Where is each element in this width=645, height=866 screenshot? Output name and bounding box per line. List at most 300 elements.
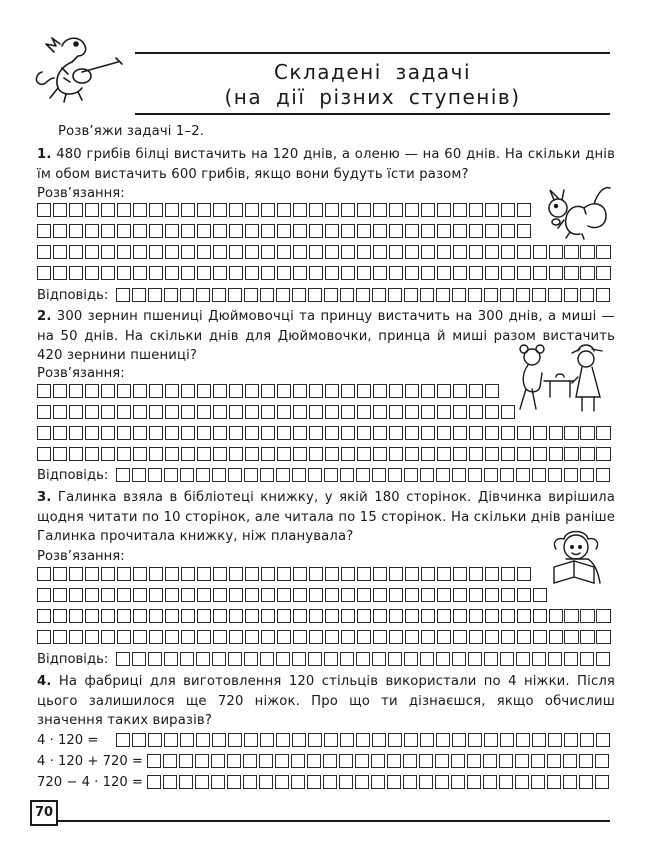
grid-cell[interactable] [469, 203, 483, 217]
grid-cell[interactable] [388, 652, 402, 666]
grid-cell[interactable] [196, 652, 210, 666]
grid-cell[interactable] [180, 468, 194, 482]
grid-cell[interactable] [324, 468, 338, 482]
grid-cell[interactable] [373, 224, 387, 238]
grid-cell[interactable] [260, 288, 274, 302]
grid-cell[interactable] [596, 733, 610, 747]
grid-cell[interactable] [165, 266, 179, 280]
grid-cell[interactable] [341, 447, 355, 461]
grid-cell[interactable] [181, 203, 195, 217]
grid-cell[interactable] [421, 426, 435, 440]
grid-cell[interactable] [165, 609, 179, 623]
grid-cell[interactable] [596, 609, 610, 623]
grid-cell[interactable] [181, 630, 195, 644]
grid-cell[interactable] [339, 775, 353, 789]
grid-cell[interactable] [324, 652, 338, 666]
grid-cell[interactable] [325, 426, 339, 440]
grid-cell[interactable] [453, 588, 467, 602]
grid-cell[interactable] [373, 203, 387, 217]
grid-cell[interactable] [469, 266, 483, 280]
grid-cell[interactable] [228, 733, 242, 747]
grid-cell[interactable] [596, 266, 610, 280]
grid-cell[interactable] [596, 288, 610, 302]
grid-cell[interactable] [341, 609, 355, 623]
grid-cell[interactable] [405, 588, 419, 602]
grid-cell[interactable] [452, 468, 466, 482]
grid-cell[interactable] [245, 609, 259, 623]
grid-cell[interactable] [37, 203, 51, 217]
grid-cell[interactable] [101, 405, 115, 419]
grid-cell[interactable] [405, 245, 419, 259]
grid-cell[interactable] [293, 447, 307, 461]
grid-cell[interactable] [421, 405, 435, 419]
grid-cell[interactable] [564, 426, 578, 440]
grid-cell[interactable] [467, 775, 481, 789]
grid-cell[interactable] [403, 754, 417, 768]
grid-cell[interactable] [404, 288, 418, 302]
grid-cell[interactable] [291, 754, 305, 768]
grid-cell[interactable] [277, 203, 291, 217]
grid-cell[interactable] [277, 266, 291, 280]
grid-cell[interactable] [85, 567, 99, 581]
grid-cell[interactable] [564, 609, 578, 623]
grid-cell[interactable] [389, 426, 403, 440]
grid-cell[interactable] [452, 733, 466, 747]
grid-cell[interactable] [484, 288, 498, 302]
grid-cell[interactable] [469, 245, 483, 259]
grid-cell[interactable] [212, 733, 226, 747]
grid-cell[interactable] [261, 426, 275, 440]
grid-cell[interactable] [373, 609, 387, 623]
grid-cell[interactable] [309, 405, 323, 419]
grid-cell[interactable] [564, 447, 578, 461]
grid-cell[interactable] [548, 468, 562, 482]
grid-cell[interactable] [485, 224, 499, 238]
grid-cell[interactable] [469, 630, 483, 644]
grid-cell[interactable] [37, 609, 51, 623]
grid-cell[interactable] [291, 775, 305, 789]
grid-cell[interactable] [149, 447, 163, 461]
grid-cell[interactable] [149, 630, 163, 644]
grid-cell[interactable] [229, 609, 243, 623]
grid-cell[interactable] [293, 384, 307, 398]
grid-cell[interactable] [453, 447, 467, 461]
grid-cell[interactable] [277, 384, 291, 398]
grid-cell[interactable] [181, 245, 195, 259]
grid-cell[interactable] [85, 447, 99, 461]
grid-cell[interactable] [453, 266, 467, 280]
grid-cell[interactable] [548, 652, 562, 666]
grid-cell[interactable] [340, 652, 354, 666]
grid-cell[interactable] [421, 567, 435, 581]
grid-cell[interactable] [245, 447, 259, 461]
grid-cell[interactable] [499, 754, 513, 768]
grid-cell[interactable] [341, 588, 355, 602]
grid-cell[interactable] [341, 245, 355, 259]
grid-cell[interactable] [69, 609, 83, 623]
grid-cell[interactable] [229, 426, 243, 440]
grid-cell[interactable] [179, 775, 193, 789]
grid-cell[interactable] [309, 203, 323, 217]
grid-cell[interactable] [292, 652, 306, 666]
grid-cell[interactable] [69, 245, 83, 259]
grid-cell[interactable] [419, 775, 433, 789]
grid-cell[interactable] [405, 384, 419, 398]
grid-cell[interactable] [500, 288, 514, 302]
grid-cell[interactable] [292, 468, 306, 482]
grid-cell[interactable] [435, 754, 449, 768]
grid-cell[interactable] [501, 630, 515, 644]
grid-cell[interactable] [355, 754, 369, 768]
grid-cell[interactable] [149, 224, 163, 238]
grid-cell[interactable] [389, 245, 403, 259]
grid-cell[interactable] [293, 266, 307, 280]
grid-cell[interactable] [372, 288, 386, 302]
grid-cell[interactable] [405, 567, 419, 581]
grid-cell[interactable] [213, 588, 227, 602]
answer-grid[interactable] [116, 288, 612, 302]
grid-cell[interactable] [293, 245, 307, 259]
grid-cell[interactable] [147, 775, 161, 789]
grid-cell[interactable] [388, 733, 402, 747]
grid-cell[interactable] [37, 588, 51, 602]
grid-cell[interactable] [325, 224, 339, 238]
grid-cell[interactable] [533, 426, 547, 440]
grid-cell[interactable] [116, 468, 130, 482]
grid-cell[interactable] [53, 447, 67, 461]
grid-cell[interactable] [547, 754, 561, 768]
grid-cell[interactable] [517, 588, 531, 602]
grid-cell[interactable] [421, 266, 435, 280]
grid-cell[interactable] [181, 224, 195, 238]
grid-cell[interactable] [149, 588, 163, 602]
grid-cell[interactable] [37, 447, 51, 461]
grid-cell[interactable] [197, 405, 211, 419]
grid-cell[interactable] [69, 405, 83, 419]
grid-cell[interactable] [501, 245, 515, 259]
grid-cell[interactable] [421, 224, 435, 238]
grid-cell[interactable] [245, 203, 259, 217]
grid-cell[interactable] [261, 567, 275, 581]
grid-cell[interactable] [196, 733, 210, 747]
grid-cell[interactable] [373, 245, 387, 259]
grid-cell[interactable] [101, 245, 115, 259]
grid-cell[interactable] [533, 447, 547, 461]
grid-cell[interactable] [132, 288, 146, 302]
grid-cell[interactable] [85, 405, 99, 419]
grid-cell[interactable] [356, 733, 370, 747]
grid-cell[interactable] [532, 733, 546, 747]
grid-cell[interactable] [276, 652, 290, 666]
grid-cell[interactable] [244, 468, 258, 482]
grid-cell[interactable] [228, 652, 242, 666]
grid-cell[interactable] [357, 405, 371, 419]
grid-cell[interactable] [277, 405, 291, 419]
grid-cell[interactable] [101, 266, 115, 280]
grid-cell[interactable] [437, 224, 451, 238]
grid-cell[interactable] [308, 733, 322, 747]
grid-cell[interactable] [293, 588, 307, 602]
grid-cell[interactable] [517, 224, 531, 238]
grid-cell[interactable] [405, 630, 419, 644]
grid-cell[interactable] [485, 384, 499, 398]
grid-cell[interactable] [373, 447, 387, 461]
grid-cell[interactable] [453, 203, 467, 217]
grid-cell[interactable] [500, 652, 514, 666]
grid-cell[interactable] [165, 245, 179, 259]
grid-cell[interactable] [500, 468, 514, 482]
grid-cell[interactable] [405, 405, 419, 419]
grid-cell[interactable] [564, 468, 578, 482]
grid-cell[interactable] [595, 754, 609, 768]
grid-cell[interactable] [517, 245, 531, 259]
grid-cell[interactable] [213, 447, 227, 461]
grid-cell[interactable] [69, 203, 83, 217]
grid-cell[interactable] [293, 224, 307, 238]
grid-cell[interactable] [372, 652, 386, 666]
grid-cell[interactable] [580, 447, 594, 461]
grid-cell[interactable] [388, 288, 402, 302]
grid-cell[interactable] [341, 203, 355, 217]
grid-cell[interactable] [596, 245, 610, 259]
grid-cell[interactable] [292, 288, 306, 302]
grid-cell[interactable] [357, 203, 371, 217]
grid-cell[interactable] [163, 775, 177, 789]
grid-cell[interactable] [579, 754, 593, 768]
grid-cell[interactable] [355, 775, 369, 789]
grid-cell[interactable] [389, 405, 403, 419]
grid-cell[interactable] [389, 203, 403, 217]
grid-cell[interactable] [437, 405, 451, 419]
grid-cell[interactable] [309, 266, 323, 280]
grid-cell[interactable] [117, 609, 131, 623]
grid-cell[interactable] [389, 588, 403, 602]
grid-cell[interactable] [212, 468, 226, 482]
grid-cell[interactable] [357, 266, 371, 280]
grid-cell[interactable] [564, 288, 578, 302]
grid-cell[interactable] [260, 468, 274, 482]
grid-cell[interactable] [228, 288, 242, 302]
grid-cell[interactable] [421, 588, 435, 602]
grid-cell[interactable] [563, 775, 577, 789]
grid-cell[interactable] [357, 447, 371, 461]
grid-cell[interactable] [468, 288, 482, 302]
grid-cell[interactable] [245, 426, 259, 440]
grid-cell[interactable] [101, 384, 115, 398]
grid-cell[interactable] [371, 754, 385, 768]
grid-cell[interactable] [357, 426, 371, 440]
grid-cell[interactable] [564, 245, 578, 259]
grid-cell[interactable] [387, 775, 401, 789]
grid-cell[interactable] [564, 733, 578, 747]
grid-cell[interactable] [341, 567, 355, 581]
grid-cell[interactable] [149, 405, 163, 419]
grid-cell[interactable] [133, 384, 147, 398]
grid-cell[interactable] [469, 224, 483, 238]
grid-cell[interactable] [85, 266, 99, 280]
grid-cell[interactable] [53, 609, 67, 623]
grid-cell[interactable] [580, 733, 594, 747]
grid-cell[interactable] [116, 652, 130, 666]
grid-cell[interactable] [357, 609, 371, 623]
grid-cell[interactable] [373, 426, 387, 440]
grid-cell[interactable] [197, 588, 211, 602]
grid-cell[interactable] [37, 245, 51, 259]
grid-cell[interactable] [243, 754, 257, 768]
grid-cell[interactable] [180, 733, 194, 747]
grid-cell[interactable] [357, 630, 371, 644]
grid-cell[interactable] [516, 288, 530, 302]
grid-cell[interactable] [309, 245, 323, 259]
grid-cell[interactable] [469, 384, 483, 398]
grid-cell[interactable] [373, 405, 387, 419]
grid-cell[interactable] [261, 630, 275, 644]
grid-cell[interactable] [372, 468, 386, 482]
grid-cell[interactable] [485, 266, 499, 280]
grid-cell[interactable] [340, 733, 354, 747]
grid-cell[interactable] [101, 203, 115, 217]
grid-cell[interactable] [245, 630, 259, 644]
grid-cell[interactable] [259, 775, 273, 789]
grid-cell[interactable] [484, 652, 498, 666]
grid-cell[interactable] [453, 567, 467, 581]
grid-cell[interactable] [211, 754, 225, 768]
grid-cell[interactable] [53, 224, 67, 238]
grid-cell[interactable] [245, 266, 259, 280]
expression-grid[interactable] [147, 754, 611, 768]
grid-cell[interactable] [340, 468, 354, 482]
grid-cell[interactable] [469, 609, 483, 623]
grid-cell[interactable] [357, 245, 371, 259]
grid-cell[interactable] [469, 567, 483, 581]
grid-cell[interactable] [277, 609, 291, 623]
grid-cell[interactable] [229, 245, 243, 259]
grid-cell[interactable] [469, 588, 483, 602]
grid-cell[interactable] [533, 245, 547, 259]
grid-cell[interactable] [436, 288, 450, 302]
grid-cell[interactable] [341, 266, 355, 280]
grid-cell[interactable] [563, 754, 577, 768]
grid-cell[interactable] [501, 447, 515, 461]
grid-cell[interactable] [500, 733, 514, 747]
grid-cell[interactable] [388, 468, 402, 482]
grid-cell[interactable] [580, 652, 594, 666]
grid-cell[interactable] [133, 426, 147, 440]
grid-cell[interactable] [357, 384, 371, 398]
grid-cell[interactable] [532, 468, 546, 482]
grid-cell[interactable] [595, 775, 609, 789]
grid-cell[interactable] [53, 567, 67, 581]
grid-cell[interactable] [341, 224, 355, 238]
grid-cell[interactable] [324, 733, 338, 747]
grid-cell[interactable] [133, 245, 147, 259]
grid-cell[interactable] [533, 588, 547, 602]
grid-cell[interactable] [309, 567, 323, 581]
grid-cell[interactable] [245, 405, 259, 419]
grid-cell[interactable] [451, 775, 465, 789]
grid-cell[interactable] [373, 567, 387, 581]
grid-cell[interactable] [403, 775, 417, 789]
grid-cell[interactable] [197, 224, 211, 238]
grid-cell[interactable] [181, 588, 195, 602]
grid-cell[interactable] [341, 426, 355, 440]
grid-cell[interactable] [229, 266, 243, 280]
grid-cell[interactable] [229, 405, 243, 419]
grid-cell[interactable] [197, 609, 211, 623]
grid-cell[interactable] [181, 609, 195, 623]
grid-cell[interactable] [260, 733, 274, 747]
grid-cell[interactable] [213, 567, 227, 581]
grid-cell[interactable] [404, 733, 418, 747]
grid-cell[interactable] [117, 426, 131, 440]
grid-cell[interactable] [229, 203, 243, 217]
grid-cell[interactable] [517, 203, 531, 217]
grid-cell[interactable] [485, 630, 499, 644]
grid-cell[interactable] [53, 266, 67, 280]
grid-cell[interactable] [164, 288, 178, 302]
grid-cell[interactable] [101, 426, 115, 440]
grid-cell[interactable] [149, 203, 163, 217]
grid-cell[interactable] [277, 567, 291, 581]
grid-cell[interactable] [197, 245, 211, 259]
grid-cell[interactable] [325, 567, 339, 581]
grid-cell[interactable] [293, 203, 307, 217]
grid-cell[interactable] [420, 733, 434, 747]
grid-cell[interactable] [165, 384, 179, 398]
grid-cell[interactable] [213, 426, 227, 440]
grid-cell[interactable] [549, 426, 563, 440]
grid-cell[interactable] [549, 266, 563, 280]
grid-cell[interactable] [37, 630, 51, 644]
grid-cell[interactable] [148, 733, 162, 747]
answer-grid[interactable] [116, 468, 612, 482]
grid-cell[interactable] [229, 588, 243, 602]
grid-cell[interactable] [229, 224, 243, 238]
grid-cell[interactable] [229, 447, 243, 461]
grid-cell[interactable] [228, 468, 242, 482]
grid-cell[interactable] [165, 203, 179, 217]
grid-cell[interactable] [261, 245, 275, 259]
grid-cell[interactable] [309, 609, 323, 623]
grid-cell[interactable] [324, 288, 338, 302]
grid-cell[interactable] [213, 630, 227, 644]
grid-cell[interactable] [132, 652, 146, 666]
grid-cell[interactable] [261, 224, 275, 238]
grid-cell[interactable] [532, 288, 546, 302]
grid-cell[interactable] [516, 468, 530, 482]
grid-cell[interactable] [485, 567, 499, 581]
grid-cell[interactable] [197, 567, 211, 581]
grid-cell[interactable] [373, 630, 387, 644]
grid-cell[interactable] [101, 630, 115, 644]
grid-cell[interactable] [596, 426, 610, 440]
grid-cell[interactable] [436, 733, 450, 747]
grid-cell[interactable] [181, 405, 195, 419]
grid-cell[interactable] [357, 224, 371, 238]
grid-cell[interactable] [339, 754, 353, 768]
grid-cell[interactable] [164, 733, 178, 747]
grid-cell[interactable] [389, 447, 403, 461]
grid-cell[interactable] [356, 288, 370, 302]
grid-cell[interactable] [101, 588, 115, 602]
grid-cell[interactable] [323, 754, 337, 768]
grid-cell[interactable] [564, 266, 578, 280]
grid-cell[interactable] [356, 652, 370, 666]
grid-cell[interactable] [116, 288, 130, 302]
grid-cell[interactable] [117, 224, 131, 238]
grid-cell[interactable] [405, 609, 419, 623]
grid-cell[interactable] [69, 588, 83, 602]
